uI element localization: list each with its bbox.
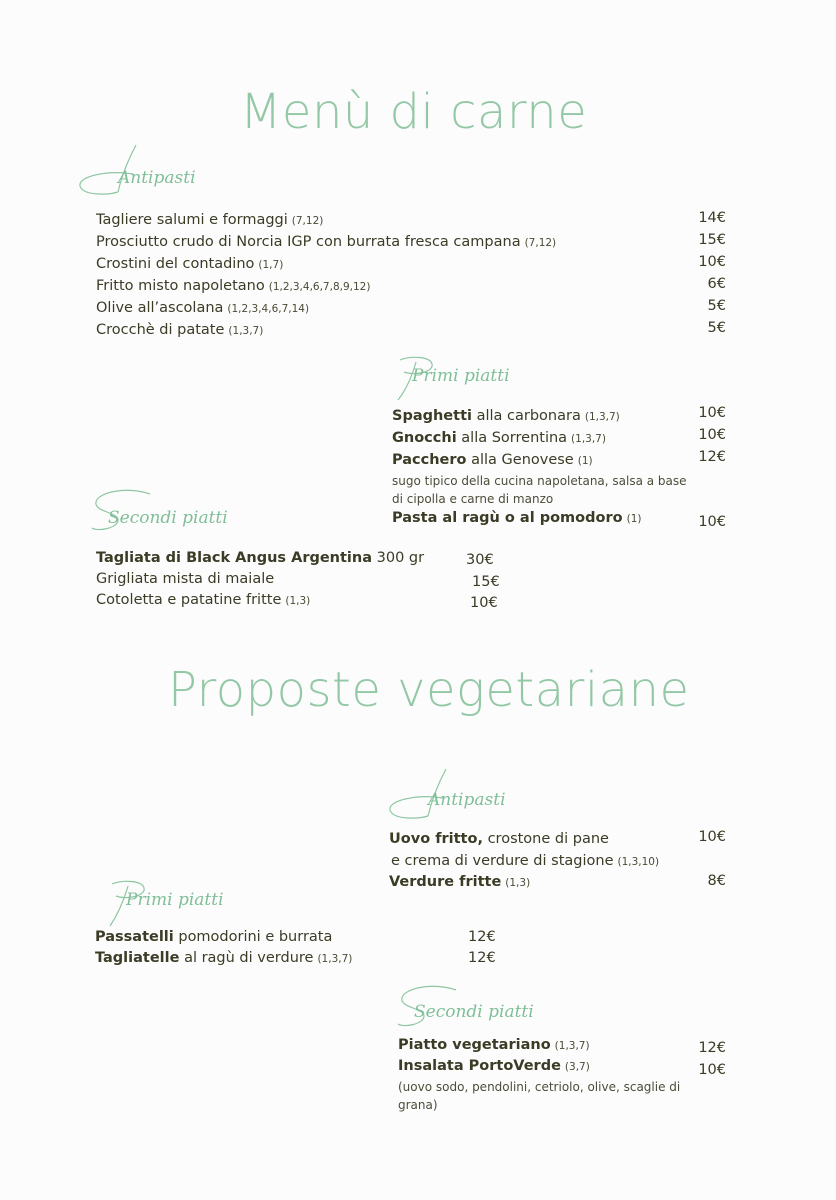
section-label-primi: Primi piatti bbox=[412, 366, 510, 386]
allergens: (3,7) bbox=[564, 1061, 590, 1073]
allergens: (1,3,7) bbox=[571, 433, 606, 445]
item-name: Tagliata di Black Angus Argentina bbox=[96, 550, 373, 566]
item-note: (uovo sodo, pendolini, cetriolo, olive, scaglie di grana) bbox=[398, 1080, 681, 1112]
allergens: (1,2,3,4,6,7,14) bbox=[227, 303, 310, 315]
allergens: (1,3) bbox=[505, 877, 531, 889]
item-desc: pomodorini e burrata bbox=[178, 929, 333, 945]
item-name: Passatelli bbox=[95, 929, 174, 945]
item-price: 10€ bbox=[698, 829, 726, 845]
item-price: 12€ bbox=[698, 449, 726, 465]
allergens: (1,3,7) bbox=[317, 953, 353, 965]
item-price: 8€ bbox=[707, 873, 726, 889]
item-desc: crostone di pane bbox=[487, 831, 609, 847]
item-desc: e crema di verdure di stagione bbox=[391, 853, 614, 869]
allergens: (7,12) bbox=[524, 237, 557, 249]
allergens: (1,2,3,4,6,7,8,9,12) bbox=[268, 281, 371, 293]
menu-item bbox=[95, 929, 332, 945]
allergens: (1,7) bbox=[258, 259, 284, 271]
item-price: 10€ bbox=[470, 595, 498, 611]
allergens: (1) bbox=[577, 455, 593, 467]
item-name: Pasta al ragù o al pomodoro bbox=[392, 510, 623, 526]
item-note: sugo tipico della cucina napoletana, salsa a base di cipolla e carne di manzo bbox=[392, 474, 687, 506]
allergens: (1,3,7) bbox=[554, 1040, 590, 1052]
allergens: (1,3) bbox=[285, 595, 311, 607]
section-label-secondi: Secondi piatti bbox=[414, 1002, 534, 1022]
item-desc: al ragù di verdure bbox=[184, 950, 314, 966]
menu-item bbox=[96, 256, 283, 272]
item-price: 10€ bbox=[698, 427, 726, 443]
allergens: (1,3,10) bbox=[617, 856, 660, 868]
item-name: Cotoletta e patatine fritte bbox=[96, 592, 282, 608]
item-name: Insalata PortoVerde bbox=[398, 1058, 561, 1074]
item-price: 10€ bbox=[698, 254, 726, 270]
item-price: 6€ bbox=[707, 276, 726, 292]
allergens: (1,3,7) bbox=[228, 325, 264, 337]
item-name: Crostini del contadino bbox=[96, 256, 255, 272]
item-price: 30€ bbox=[466, 552, 494, 568]
menu-item bbox=[389, 831, 609, 847]
item-price: 15€ bbox=[698, 232, 726, 248]
menu-item bbox=[96, 592, 310, 608]
menu-item bbox=[392, 430, 606, 446]
item-price: 5€ bbox=[707, 320, 726, 336]
item-desc: alla Genovese bbox=[471, 452, 574, 468]
menu-item bbox=[398, 1058, 590, 1074]
allergens: (1) bbox=[626, 513, 642, 525]
section-label-antipasti: Antipasti bbox=[118, 168, 196, 188]
item-price: 12€ bbox=[468, 929, 496, 945]
item-name: Prosciutto crudo di Norcia IGP con burrata fresca campana bbox=[96, 234, 521, 250]
menu-item bbox=[392, 452, 593, 468]
section-label-antipasti: Antipasti bbox=[428, 790, 506, 810]
menu-item bbox=[96, 550, 424, 566]
menu-item bbox=[96, 234, 556, 250]
item-price: 5€ bbox=[707, 298, 726, 314]
item-price: 10€ bbox=[698, 514, 726, 530]
item-price: 10€ bbox=[698, 405, 726, 421]
item-name: Pacchero bbox=[392, 452, 467, 468]
menu-item bbox=[96, 571, 274, 587]
item-price: 12€ bbox=[468, 950, 496, 966]
menu-item bbox=[389, 874, 530, 890]
item-desc: 300 gr bbox=[376, 550, 425, 566]
item-price: 14€ bbox=[698, 210, 726, 226]
item-name: Crocchè di patate bbox=[96, 322, 225, 338]
item-name: Tagliere salumi e formaggi bbox=[96, 212, 288, 228]
item-name: Gnocchi bbox=[392, 430, 457, 446]
allergens: (1,3,7) bbox=[584, 411, 620, 423]
menu-item bbox=[391, 853, 659, 869]
item-desc: alla carbonara bbox=[476, 408, 581, 424]
item-desc: alla Sorrentina bbox=[461, 430, 568, 446]
item-name: Tagliatelle bbox=[95, 950, 180, 966]
item-price: 10€ bbox=[698, 1062, 726, 1078]
menu-item bbox=[398, 1037, 590, 1053]
menu-item bbox=[96, 212, 323, 228]
menu-item bbox=[392, 510, 641, 526]
item-name: Fritto misto napoletano bbox=[96, 278, 265, 294]
menu-item bbox=[96, 300, 309, 316]
item-name: Grigliata mista di maiale bbox=[96, 571, 275, 587]
allergens: (7,12) bbox=[291, 215, 324, 227]
veg-menu-title: Proposte vegetariane bbox=[168, 662, 690, 718]
item-name: Uovo fritto, bbox=[389, 831, 483, 847]
menu-item bbox=[392, 408, 620, 424]
item-price: 15€ bbox=[472, 574, 500, 590]
item-name: Piatto vegetariano bbox=[398, 1037, 551, 1053]
menu-item bbox=[95, 950, 352, 966]
menu-item bbox=[96, 278, 370, 294]
menu-item bbox=[96, 322, 263, 338]
item-name: Olive all’ascolana bbox=[96, 300, 224, 316]
item-name: Spaghetti bbox=[392, 408, 472, 424]
section-label-secondi: Secondi piatti bbox=[108, 508, 228, 528]
item-name: Verdure fritte bbox=[389, 874, 502, 890]
meat-menu-title: Menù di carne bbox=[240, 84, 588, 140]
section-label-primi: Primi piatti bbox=[126, 890, 224, 910]
item-price: 12€ bbox=[698, 1040, 726, 1056]
